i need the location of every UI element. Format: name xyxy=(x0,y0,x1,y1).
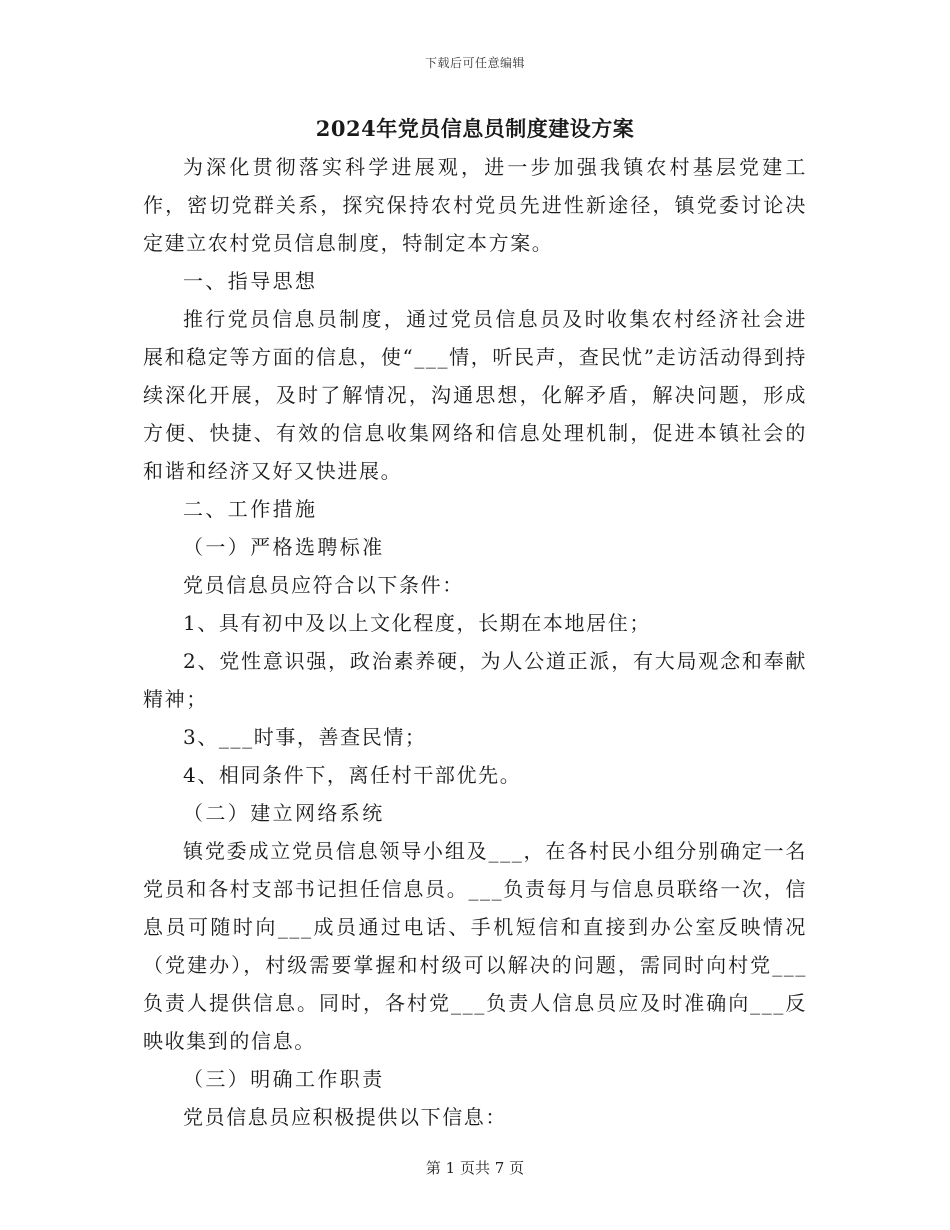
section-heading-work-measures: 二、工作措施 xyxy=(183,497,318,521)
section-heading-guiding-thought: 一、指导思想 xyxy=(183,269,318,293)
subsection-heading-network: （二）建立网络系统 xyxy=(183,801,385,825)
subsection-heading-selection: （一）严格选聘标准 xyxy=(183,535,385,559)
subsection-heading-duties: （三）明确工作职责 xyxy=(183,1067,385,1091)
condition-item-4: 4、相同条件下，离任村干部优先。 xyxy=(183,763,522,787)
condition-item-3: 3、___时事，善查民情； xyxy=(183,725,427,749)
condition-item-2: 2、党性意识强，政治素养硬，为人公道正派，有大局观念和奉献精神； xyxy=(143,649,807,711)
intro-paragraph: 为深化贯彻落实科学进展观，进一步加强我镇农村基层党建工作，密切党群关系，探究保持农村党员先进性新途径，镇党委讨论决定建立农村党员信息制度，特制定本方案。 xyxy=(143,155,807,255)
network-paragraph: 镇党委成立党员信息领导小组及___，在各村民小组分别确定一名党员和各村支部书记担任信息员。___负责每月与信息员联络一次，信息员可随时向___成员通过电话、手机短信和直接到办公室反映情况（党建办），村级需要掌握和村级可以解决的问题，需同时向村党___负责人提供信息。同时，各村党___负责人信息员应及时准确向___反映收集到的信息。 xyxy=(143,839,807,1053)
condition-item-1: 1、具有初中及以上文化程度，长期在本地居住； xyxy=(183,611,651,635)
conditions-intro: 党员信息员应符合以下条件： xyxy=(183,573,464,597)
guiding-thought-paragraph: 推行党员信息员制度，通过党员信息员及时收集农村经济社会进展和稳定等方面的信息，使“___情，听民声，查民忧”走访活动得到持续深化开展，及时了解情况，沟通思想，化解矛盾，解决问题，形成方便、快捷、有效的信息收集网络和信息处理机制，促进本镇社会的和谐和经济又好又快进展。 xyxy=(143,307,807,483)
header-note: 下载后可任意编辑 xyxy=(424,56,525,70)
document-body xyxy=(143,148,807,1136)
page-number: 第 1 页共 7 页 xyxy=(425,1159,525,1177)
duties-intro: 党员信息员应积极提供以下信息： xyxy=(183,1105,507,1129)
document-title: 2024年党员信息员制度建设方案 xyxy=(315,116,635,141)
